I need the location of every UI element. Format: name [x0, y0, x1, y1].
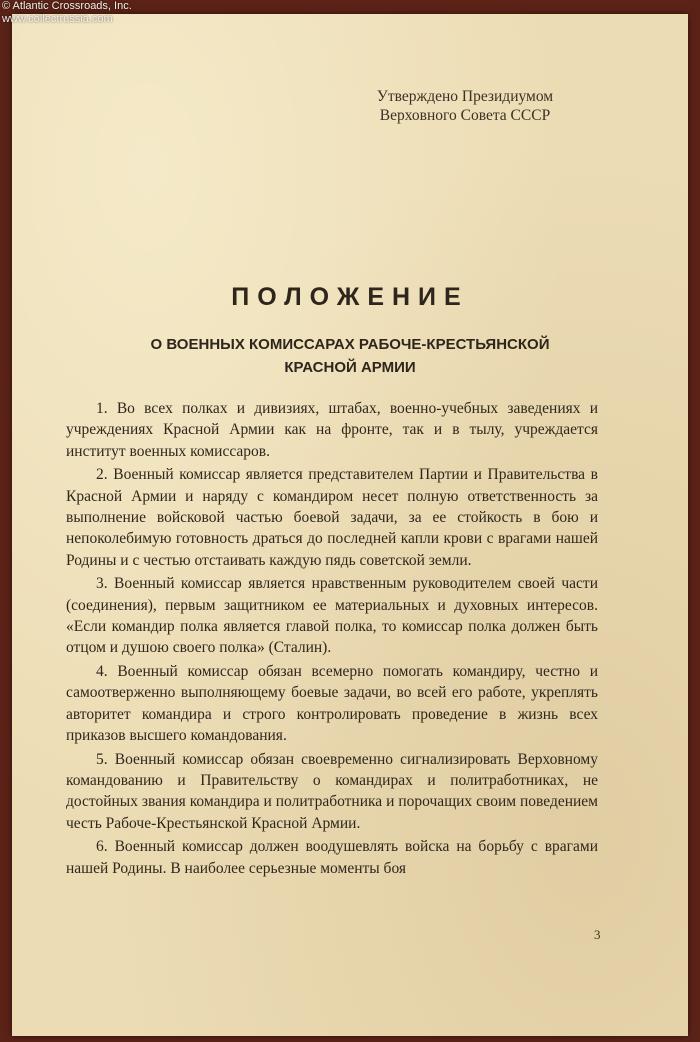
- watermark: [2, 0, 132, 26]
- approval-line-2: Верховного Совета СССР: [379, 107, 551, 124]
- paragraph-3: 3. Военный комиссар является нравственным руководителем своей части (соединения), первым защитником ее материальных и духовных интересов. «Если командир полка является главой полка, то комиссар полка должен быть отцом и душою своего полка» (Сталин).: [66, 575, 598, 657]
- paragraph-6: 6. Военный комиссар должен воодушевлять войска на борьбу с врагами нашей Родины. В наиболее серьезные моменты боя: [66, 838, 598, 877]
- paragraph-1: 1. Во всех полках и дивизиях, штабах, военно-учебных заведениях и учреждениях Красной Армии как на фронте, так и в тылу, учреждается институт военных комиссаров.: [66, 400, 598, 460]
- page-number: 3: [594, 927, 601, 942]
- paragraph-4: 4. Военный комиссар обязан всемерно помогать командиру, честно и самоотверженно выполняющему боевые задачи, во всей его работе, укреплять авторитет командира и строго контролировать проведение в жизнь всех приказов высшего командования.: [66, 662, 598, 745]
- approval-line-1: Утверждено Президиумом: [376, 88, 554, 105]
- watermark-copyright: © Atlantic Crossroads, Inc.: [2, 0, 132, 12]
- approval-note: [350, 87, 580, 125]
- watermark-url: www.collectrussia.com: [2, 13, 113, 25]
- document-body: [66, 398, 598, 881]
- paragraph-5: 5. Военный комиссар обязан своевременно сигнализировать Верховному командованию и Правительству о командирах и политработниках, не достойных звания командира и политработника и порочащих своим поведением честь Рабоче-Крестьянской Красной Армии.: [66, 750, 598, 832]
- paragraph-2: 2. Военный комиссар является представителем Партии и Правительства в Красной Армии и наряду с командиром несет полную ответственность за выполнение войсковой частью боевой задачи, за ее стойкость в бою и непоколебимую готовность драться до последней капли крови с врагами нашей Родины и с честью отстаивать каждую пядь советской земли.: [66, 466, 598, 569]
- document-title: ПОЛОЖЕНИЕ: [231, 283, 469, 311]
- subtitle-line-2: КРАСНОЙ АРМИИ: [284, 359, 416, 376]
- document-subtitle: [0, 333, 700, 379]
- subtitle-line-1: О ВОЕННЫХ КОМИССАРАХ РАБОЧЕ-КРЕСТЬЯНСКОЙ: [150, 336, 550, 353]
